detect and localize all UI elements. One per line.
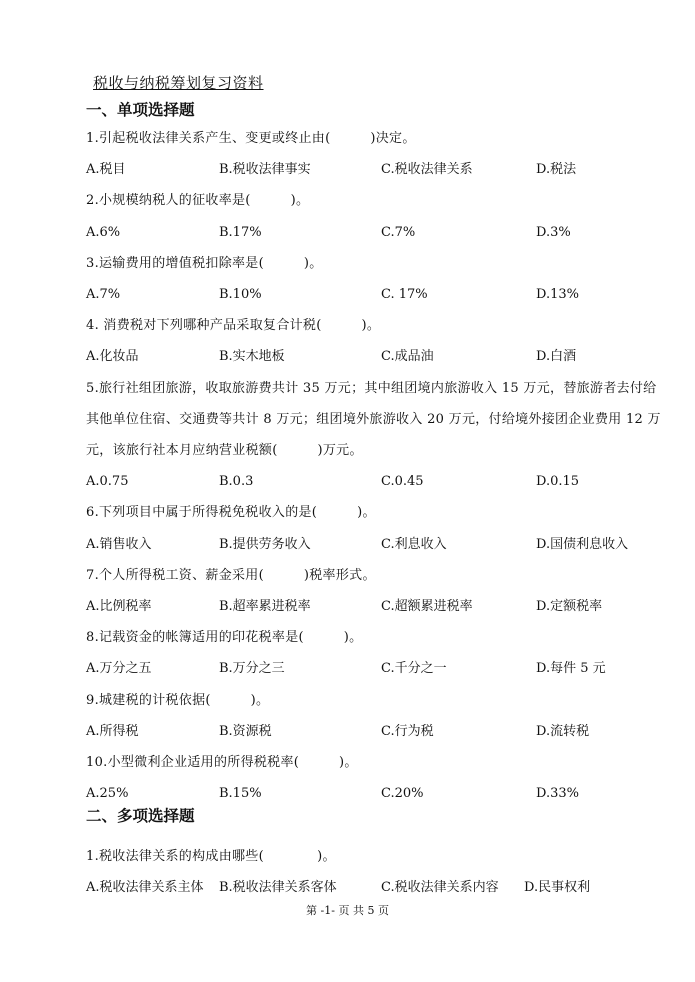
question-text: 3.运输费用的增值税扣除率是( )。 xyxy=(86,255,323,271)
answer-option: C.利息收入 xyxy=(381,536,447,552)
answer-option: D.国债利息收入 xyxy=(536,536,629,552)
section-heading: 二、多项选择题 xyxy=(86,807,195,826)
option-row xyxy=(86,653,676,684)
answer-option: C.税收法律关系内容 xyxy=(381,879,499,895)
answer-option: B.税收法律关系客体 xyxy=(219,879,337,895)
answer-option: C.千分之一 xyxy=(381,661,447,677)
answer-option: C.成品油 xyxy=(381,349,434,365)
option-row xyxy=(86,872,676,903)
question-text: 1.税收法律关系的构成由哪些( )。 xyxy=(86,848,336,864)
answer-option: C.20% xyxy=(381,786,424,802)
question-text: 8.记载资金的帐簿适用的印花税率是( )。 xyxy=(86,630,363,646)
answer-option: A.税收法律关系主体 xyxy=(86,879,204,895)
answer-option: A.税目 xyxy=(86,162,126,178)
answer-option: D.13% xyxy=(536,287,579,302)
question-text: 9.城建税的计税依据( )。 xyxy=(86,692,270,708)
answer-option: A.25% xyxy=(86,786,129,802)
question-text: 2.小规模纳税人的征收率是( )。 xyxy=(86,193,310,209)
answer-option: B.万分之三 xyxy=(219,661,285,677)
answer-option: A.万分之五 xyxy=(86,661,152,677)
answer-option: A.6% xyxy=(86,224,121,240)
option-row xyxy=(86,279,676,310)
answer-option: C.0.45 xyxy=(381,474,424,490)
option-row xyxy=(86,529,676,560)
answer-option: A.0.75 xyxy=(86,474,129,490)
answer-option: B.17% xyxy=(219,224,262,240)
answer-option: D.3% xyxy=(536,224,571,240)
answer-option: D.0.15 xyxy=(536,474,580,490)
answer-option: D.白酒 xyxy=(536,349,577,365)
section-heading: 一、单项选择题 xyxy=(86,101,195,119)
option-row xyxy=(86,217,676,248)
option-row xyxy=(86,341,676,372)
answer-option: A.化妆品 xyxy=(86,349,139,365)
option-row xyxy=(86,716,676,747)
answer-option: B.提供劳务收入 xyxy=(219,536,311,552)
question-text: 6.下列项目中属于所得税免税收入的是( )。 xyxy=(86,505,376,521)
answer-option: D.民事权利 xyxy=(524,879,591,895)
answer-option: B.15% xyxy=(219,786,262,802)
answer-option: B.实木地板 xyxy=(219,349,285,365)
answer-option: C. 17% xyxy=(381,287,428,302)
answer-option: D.33% xyxy=(536,786,579,802)
question-text: 10.小型微利企业适用的所得税税率( )。 xyxy=(86,755,358,770)
answer-option: D.流转税 xyxy=(536,723,590,739)
answer-option: D.每件 5 元 xyxy=(536,661,606,677)
answer-option: A.7% xyxy=(86,287,121,302)
option-row xyxy=(86,466,676,497)
answer-option: A.销售收入 xyxy=(86,536,152,552)
option-row xyxy=(86,154,676,185)
answer-option: C.7% xyxy=(381,224,416,240)
answer-option: B.资源税 xyxy=(219,723,272,739)
question-text: 7.个人所得税工资、薪金采用( )税率形式。 xyxy=(86,567,376,583)
answer-option: B.税收法律事实 xyxy=(219,162,311,178)
question-text: 5.旅行社组团旅游，收取旅游费共计 35 万元；其中组团境内旅游收入 15 万元，替旅游者去付给其他单位住宿、交通费等共计 8 万元；组团境外旅游收入 20 万元，付给境外接团企业费用 12 万元，该旅行社本月应纳营业税额( )万元。 xyxy=(86,380,661,458)
answer-option: B.超率累进税率 xyxy=(219,599,311,614)
answer-option: B.0.3 xyxy=(219,474,254,490)
answer-option: A.比例税率 xyxy=(86,599,152,614)
option-row xyxy=(86,591,676,622)
answer-option: D.定额税率 xyxy=(536,599,603,614)
answer-option: A.所得税 xyxy=(86,723,139,739)
question-text: 1.引起税收法律关系产生、变更或终止由( )决定。 xyxy=(86,131,416,146)
answer-option: D.税法 xyxy=(536,162,577,178)
answer-option: C.行为税 xyxy=(381,723,434,739)
answer-option: C.超额累进税率 xyxy=(381,599,473,614)
answer-option: C.税收法律关系 xyxy=(381,162,473,178)
document-title: 税收与纳税筹划复习资料 xyxy=(93,74,264,92)
page-footer: 第 -1- 页 共 5 页 xyxy=(306,904,389,917)
answer-option: B.10% xyxy=(219,287,262,302)
question-text: 4. 消费税对下列哪种产品采取复合计税( )。 xyxy=(86,318,381,334)
